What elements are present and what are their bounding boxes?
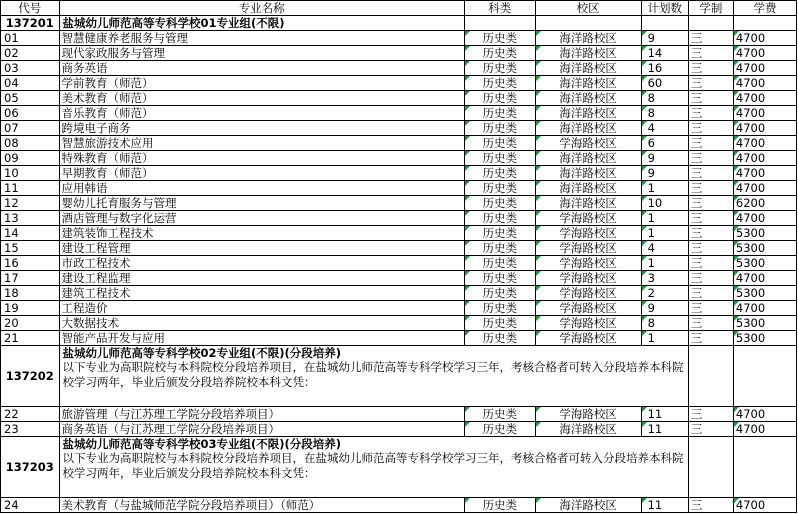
- table-row: [1, 46, 797, 61]
- row-code: 12: [1, 196, 60, 211]
- header-years: 学制: [688, 1, 733, 16]
- row-major-name: 智慧旅游技术应用: [59, 136, 464, 151]
- row-category: 历史类: [464, 31, 535, 46]
- row-code: 09: [1, 151, 60, 166]
- row-fee: 4700: [733, 121, 796, 136]
- row-plan: 11: [641, 422, 688, 437]
- group-code: 137202: [1, 346, 60, 407]
- row-code: 07: [1, 121, 60, 136]
- row-plan: 14: [641, 46, 688, 61]
- group-code: 137201: [1, 16, 60, 31]
- row-plan: 8: [641, 316, 688, 331]
- table-row: [1, 151, 797, 166]
- group-title: 盐城幼儿师范高等专科学校03专业组(不限)(分段培养): [62, 437, 342, 451]
- table-row: [1, 61, 797, 76]
- row-major-name: 特殊教育（师范）: [59, 151, 464, 166]
- row-plan: 9: [641, 166, 688, 181]
- row-code: 17: [1, 271, 60, 286]
- row-campus: 学海路校区: [535, 301, 641, 316]
- row-campus: 学海路校区: [535, 211, 641, 226]
- row-major-name: 现代家政服务与管理: [59, 46, 464, 61]
- row-plan: 1: [641, 181, 688, 196]
- row-years: 三: [688, 286, 733, 301]
- row-category: 历史类: [464, 331, 535, 346]
- row-years: 三: [688, 226, 733, 241]
- table-row: [1, 181, 797, 196]
- row-category: 历史类: [464, 136, 535, 151]
- row-years: 三: [688, 498, 733, 513]
- table-row: [1, 31, 797, 46]
- row-plan: 8: [641, 106, 688, 121]
- group-description: 以下专业为高职院校与本科院校分段培养项目，在盐城幼儿师范高等专科学校学习三年，考核合格者可转入分段培养本科院校学习两年，毕业后颁发分段培养院校本科文凭：: [62, 360, 684, 389]
- empty-cell: [688, 346, 733, 407]
- row-fee: 4700: [733, 61, 796, 76]
- row-campus: 海洋路校区: [535, 46, 641, 61]
- row-category: 历史类: [464, 106, 535, 121]
- row-category: 历史类: [464, 256, 535, 271]
- row-fee: 6200: [733, 196, 796, 211]
- empty-cell: [733, 346, 796, 407]
- row-plan: 9: [641, 151, 688, 166]
- group-header-row: [1, 437, 797, 498]
- row-years: 三: [688, 181, 733, 196]
- row-major-name: 商务英语（与江苏理工学院分段培养项目）: [59, 422, 464, 437]
- row-fee: 5300: [733, 286, 796, 301]
- row-plan: 8: [641, 91, 688, 106]
- row-years: 三: [688, 136, 733, 151]
- row-years: 三: [688, 196, 733, 211]
- row-campus: 海洋路校区: [535, 498, 641, 513]
- row-major-name: 酒店管理与数字化运营: [59, 211, 464, 226]
- row-fee: 4700: [733, 91, 796, 106]
- row-major-name: 商务英语: [59, 61, 464, 76]
- row-campus: 学海路校区: [535, 241, 641, 256]
- row-major-name: 婴幼儿托育服务与管理: [59, 196, 464, 211]
- row-years: 三: [688, 61, 733, 76]
- table-row: [1, 106, 797, 121]
- row-major-name: 建设工程管理: [59, 241, 464, 256]
- header-category: 科类: [464, 1, 535, 16]
- row-campus: 学海路校区: [535, 271, 641, 286]
- row-category: 历史类: [464, 61, 535, 76]
- row-years: 三: [688, 151, 733, 166]
- row-years: 三: [688, 422, 733, 437]
- row-campus: 海洋路校区: [535, 106, 641, 121]
- group-title-cell: [59, 346, 688, 407]
- group-title: 盐城幼儿师范高等专科学校02专业组(不限)(分段培养): [62, 346, 342, 360]
- row-years: 三: [688, 301, 733, 316]
- row-years: 三: [688, 31, 733, 46]
- row-code: 16: [1, 256, 60, 271]
- row-campus: 海洋路校区: [535, 196, 641, 211]
- header-fee: 学费: [733, 1, 796, 16]
- row-category: 历史类: [464, 181, 535, 196]
- row-fee: 4700: [733, 31, 796, 46]
- row-code: 19: [1, 301, 60, 316]
- row-campus: 海洋路校区: [535, 151, 641, 166]
- row-code: 20: [1, 316, 60, 331]
- row-plan: 2: [641, 286, 688, 301]
- row-fee: 4700: [733, 422, 796, 437]
- table-row: [1, 331, 797, 346]
- row-code: 01: [1, 31, 60, 46]
- row-campus: 学海路校区: [535, 226, 641, 241]
- row-fee: 5300: [733, 316, 796, 331]
- group-title-cell: [59, 437, 688, 498]
- row-code: 18: [1, 286, 60, 301]
- row-fee: 4700: [733, 407, 796, 422]
- group-header-row: [1, 346, 797, 407]
- row-major-name: 跨境电子商务: [59, 121, 464, 136]
- row-code: 03: [1, 61, 60, 76]
- row-major-name: 美术教育（与盐城师范学院分段培养项目）（师范）: [59, 498, 464, 513]
- row-years: 三: [688, 211, 733, 226]
- row-major-name: 市政工程技术: [59, 256, 464, 271]
- row-major-name: 建筑装饰工程技术: [59, 226, 464, 241]
- row-fee: 4700: [733, 498, 796, 513]
- row-category: 历史类: [464, 301, 535, 316]
- row-fee: 4700: [733, 166, 796, 181]
- row-years: 三: [688, 121, 733, 136]
- row-fee: 4700: [733, 46, 796, 61]
- row-fee: 4700: [733, 271, 796, 286]
- row-fee: 4700: [733, 211, 796, 226]
- table-row: [1, 166, 797, 181]
- group-header-row: [1, 16, 797, 31]
- row-years: 三: [688, 76, 733, 91]
- row-years: 三: [688, 241, 733, 256]
- row-plan: 4: [641, 121, 688, 136]
- row-campus: 海洋路校区: [535, 181, 641, 196]
- row-code: 11: [1, 181, 60, 196]
- row-campus: 学海路校区: [535, 331, 641, 346]
- row-category: 历史类: [464, 286, 535, 301]
- row-code: 04: [1, 76, 60, 91]
- row-fee: 5300: [733, 226, 796, 241]
- row-category: 历史类: [464, 241, 535, 256]
- row-category: 历史类: [464, 226, 535, 241]
- row-category: 历史类: [464, 211, 535, 226]
- row-major-name: 智慧健康养老服务与管理: [59, 31, 464, 46]
- row-major-name: 建筑工程技术: [59, 286, 464, 301]
- table-row: [1, 226, 797, 241]
- row-plan: 9: [641, 31, 688, 46]
- header-code: 代号: [1, 1, 60, 16]
- row-plan: 10: [641, 196, 688, 211]
- row-years: 三: [688, 46, 733, 61]
- row-plan: 16: [641, 61, 688, 76]
- row-campus: 学海路校区: [535, 136, 641, 151]
- row-major-name: 智能产品开发与应用: [59, 331, 464, 346]
- row-category: 历史类: [464, 76, 535, 91]
- row-years: 三: [688, 271, 733, 286]
- row-major-name: 建设工程监理: [59, 271, 464, 286]
- row-plan: 11: [641, 407, 688, 422]
- row-plan: 1: [641, 226, 688, 241]
- row-years: 三: [688, 316, 733, 331]
- row-fee: 5300: [733, 331, 796, 346]
- header-plan: 计划数: [641, 1, 688, 16]
- row-category: 历史类: [464, 121, 535, 136]
- row-plan: 6: [641, 136, 688, 151]
- header-campus: 校区: [535, 1, 641, 16]
- table-row: [1, 422, 797, 437]
- row-fee: 4700: [733, 136, 796, 151]
- row-plan: 3: [641, 271, 688, 286]
- row-plan: 11: [641, 498, 688, 513]
- row-plan: 60: [641, 76, 688, 91]
- row-category: 历史类: [464, 91, 535, 106]
- row-campus: 学海路校区: [535, 256, 641, 271]
- group-code: 137203: [1, 437, 60, 498]
- row-plan: 9: [641, 301, 688, 316]
- row-code: 13: [1, 211, 60, 226]
- table-row: [1, 301, 797, 316]
- table-row: [1, 196, 797, 211]
- empty-cell: [688, 437, 733, 498]
- row-category: 历史类: [464, 498, 535, 513]
- row-category: 历史类: [464, 151, 535, 166]
- row-category: 历史类: [464, 166, 535, 181]
- row-category: 历史类: [464, 271, 535, 286]
- row-major-name: 大数据技术: [59, 316, 464, 331]
- group-description: 以下专业为高职院校与本科院校分段培养项目，在盐城幼儿师范高等专科学校学习三年，考核合格者可转入分段培养本科院校学习两年，毕业后颁发分段培养院校本科文凭：: [62, 451, 684, 480]
- row-code: 23: [1, 422, 60, 437]
- row-years: 三: [688, 256, 733, 271]
- table-row: [1, 241, 797, 256]
- row-code: 10: [1, 166, 60, 181]
- table-body: [1, 1, 797, 513]
- row-campus: 海洋路校区: [535, 422, 641, 437]
- row-major-name: 美术教育（师范）: [59, 91, 464, 106]
- row-years: 三: [688, 91, 733, 106]
- row-campus: 海洋路校区: [535, 91, 641, 106]
- row-campus: 海洋路校区: [535, 121, 641, 136]
- row-code: 02: [1, 46, 60, 61]
- row-category: 历史类: [464, 407, 535, 422]
- row-category: 历史类: [464, 316, 535, 331]
- row-code: 14: [1, 226, 60, 241]
- row-campus: 学海路校区: [535, 286, 641, 301]
- empty-cell: [733, 437, 796, 498]
- row-category: 历史类: [464, 46, 535, 61]
- row-plan: 1: [641, 211, 688, 226]
- table-row: [1, 136, 797, 151]
- row-fee: 4700: [733, 181, 796, 196]
- row-fee: 4700: [733, 301, 796, 316]
- row-campus: 海洋路校区: [535, 61, 641, 76]
- table-row: [1, 271, 797, 286]
- table-row: [1, 256, 797, 271]
- table-row: [1, 121, 797, 136]
- row-code: 24: [1, 498, 60, 513]
- row-campus: 海洋路校区: [535, 31, 641, 46]
- row-years: 三: [688, 106, 733, 121]
- row-years: 三: [688, 331, 733, 346]
- row-plan: 1: [641, 331, 688, 346]
- row-major-name: 音乐教育（师范）: [59, 106, 464, 121]
- table-row: [1, 91, 797, 106]
- row-campus: 海洋路校区: [535, 166, 641, 181]
- row-major-name: 应用韩语: [59, 181, 464, 196]
- table-row: [1, 76, 797, 91]
- row-code: 15: [1, 241, 60, 256]
- row-major-name: 早期教育（师范）: [59, 166, 464, 181]
- row-code: 05: [1, 91, 60, 106]
- row-code: 22: [1, 407, 60, 422]
- row-category: 历史类: [464, 422, 535, 437]
- row-campus: 学海路校区: [535, 316, 641, 331]
- row-fee: 5300: [733, 241, 796, 256]
- row-fee: 4700: [733, 106, 796, 121]
- row-major-name: 学前教育（师范）: [59, 76, 464, 91]
- row-years: 三: [688, 166, 733, 181]
- row-fee: 4700: [733, 76, 796, 91]
- row-major-name: 工程造价: [59, 301, 464, 316]
- table-row: [1, 407, 797, 422]
- row-years: 三: [688, 407, 733, 422]
- row-campus: 海洋路校区: [535, 76, 641, 91]
- row-code: 21: [1, 331, 60, 346]
- table-row: [1, 286, 797, 301]
- table-row: [1, 316, 797, 331]
- group-title: 盐城幼儿师范高等专科学校01专业组(不限): [59, 16, 464, 31]
- row-campus: 学海路校区: [535, 407, 641, 422]
- header-major: 专业名称: [59, 1, 464, 16]
- row-code: 06: [1, 106, 60, 121]
- row-plan: 4: [641, 241, 688, 256]
- row-fee: 5300: [733, 256, 796, 271]
- row-code: 08: [1, 136, 60, 151]
- table-row: [1, 498, 797, 513]
- row-category: 历史类: [464, 196, 535, 211]
- row-major-name: 旅游管理（与江苏理工学院分段培养项目）: [59, 407, 464, 422]
- table-header-row: [1, 1, 797, 16]
- table-row: [1, 211, 797, 226]
- row-plan: 1: [641, 256, 688, 271]
- row-fee: 4700: [733, 151, 796, 166]
